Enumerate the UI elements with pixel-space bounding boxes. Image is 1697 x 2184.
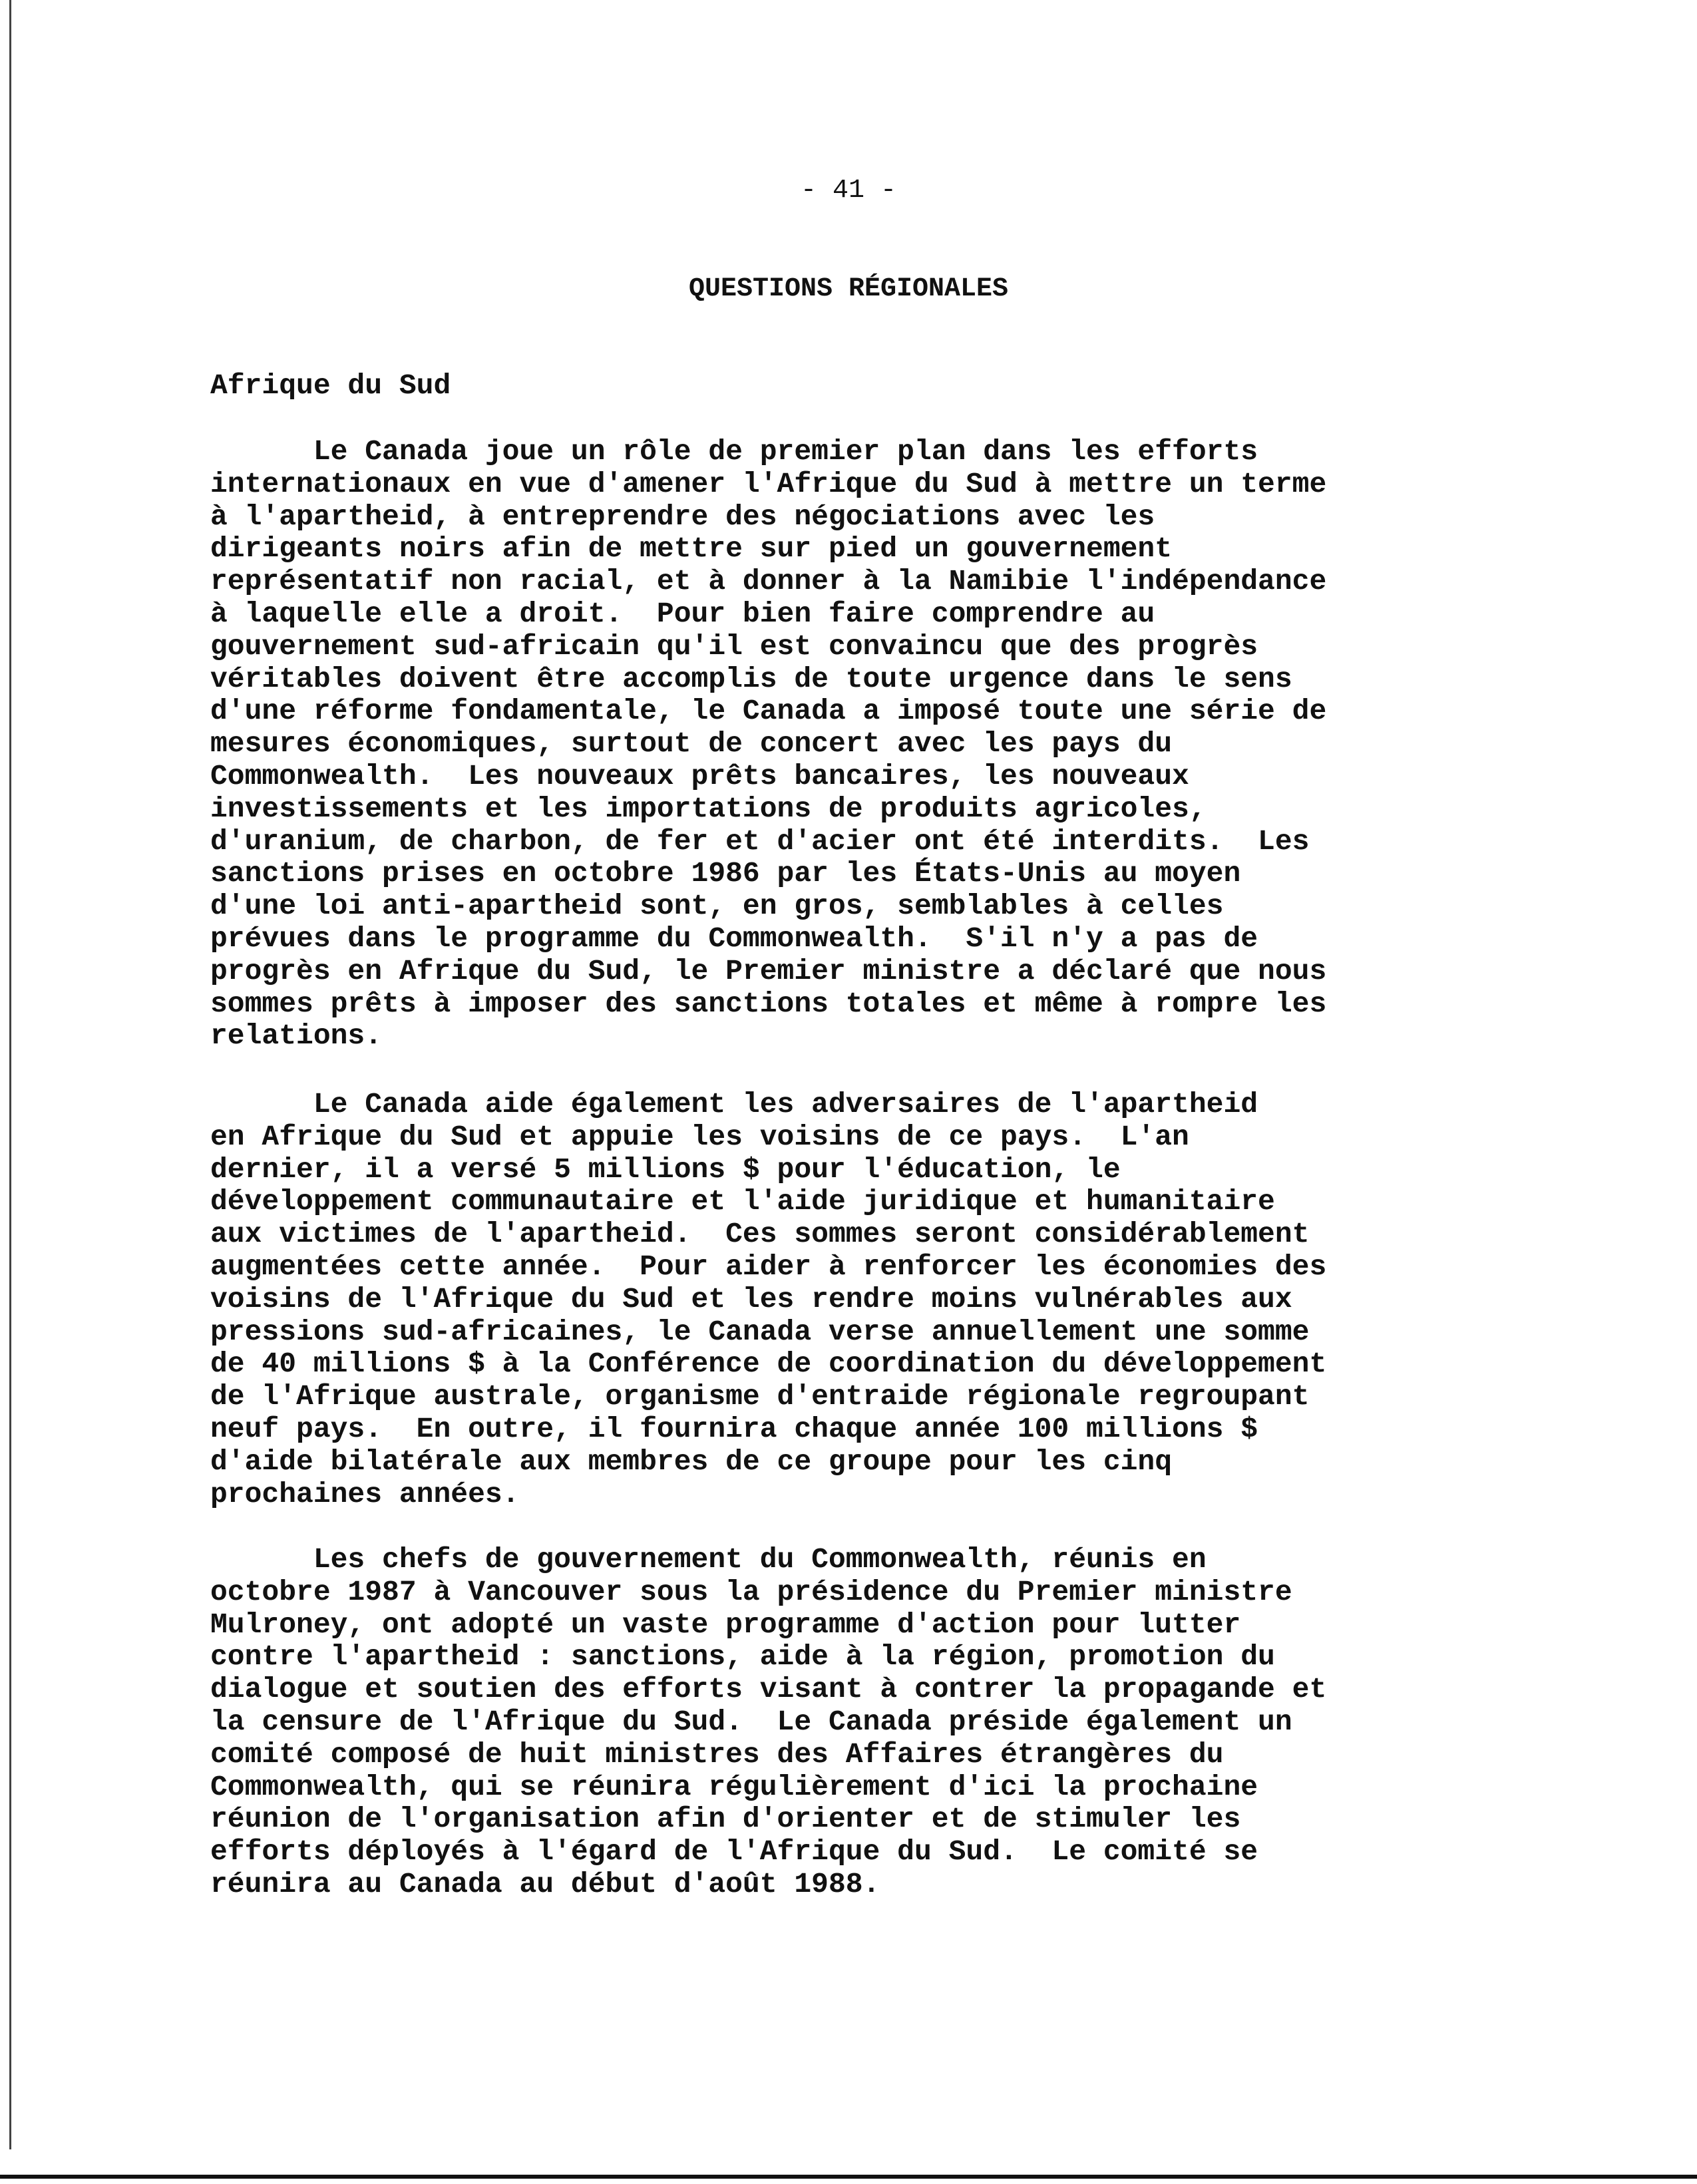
paragraph-line: augmentées cette année. Pour aider à renforcer les économies des	[210, 1250, 1327, 1283]
paragraph-line: neuf pays. En outre, il fournira chaque année 100 millions $	[210, 1412, 1258, 1445]
page-number: - 41 -	[800, 176, 897, 206]
paragraph-line: véritables doivent être accomplis de toute urgence dans le sens	[210, 662, 1292, 695]
paragraph-line: prévues dans le programme du Commonwealth. S'il n'y a pas de	[210, 922, 1258, 955]
paragraph-line: octobre 1987 à Vancouver sous la présidence du Premier ministre	[210, 1575, 1292, 1608]
paragraph-line: de l'Afrique australe, organisme d'entraide régionale regroupant	[210, 1380, 1310, 1413]
paragraph-line: Le Canada joue un rôle de premier plan dans les efforts	[210, 435, 1258, 468]
paragraph-1	[210, 436, 1326, 1053]
paragraph-line: à laquelle elle a droit. Pour bien faire comprendre au	[210, 597, 1155, 630]
paragraph-line: pressions sud-africaines, le Canada verse annuellement une somme	[210, 1315, 1310, 1348]
paragraph-line: dialogue et soutien des efforts visant à contrer la propagande et	[210, 1673, 1327, 1706]
paragraph-line: comité composé de huit ministres des Affaires étrangères du	[210, 1737, 1224, 1771]
paragraph-line: progrès en Afrique du Sud, le Premier ministre a déclaré que nous	[210, 954, 1327, 988]
paragraph-line: de 40 millions $ à la Conférence de coordination du développement	[210, 1348, 1327, 1381]
paragraph-line: sommes prêts à imposer des sanctions totales et même à rompre les	[210, 987, 1327, 1020]
paragraph-line: Les chefs de gouvernement du Commonwealth, réunis en	[210, 1543, 1207, 1576]
paragraph-line: dirigeants noirs afin de mettre sur pied un gouvernement	[210, 532, 1173, 566]
left-margin-rule	[9, 0, 11, 2149]
paragraph-line: Commonwealth, qui se réunira régulièrement d'ici la prochaine	[210, 1770, 1258, 1803]
paragraph-line: investissements et les importations de produits agricoles,	[210, 792, 1207, 825]
bottom-rule	[0, 2175, 1697, 2179]
paragraph-line: la censure de l'Afrique du Sud. Le Canada préside également un	[210, 1705, 1292, 1738]
paragraph-line: aux victimes de l'apartheid. Ces sommes seront considérablement	[210, 1218, 1310, 1251]
paragraph-line: mesures économiques, surtout de concert avec les pays du	[210, 727, 1173, 761]
paragraph-line: internationaux en vue d'amener l'Afrique du Sud à mettre un terme	[210, 467, 1327, 500]
paragraph-line: réunion de l'organisation afin d'orienter et de stimuler les	[210, 1803, 1241, 1836]
paragraph-line: prochaines années.	[210, 1477, 520, 1511]
paragraph-line: Commonwealth. Les nouveaux prêts bancaires, les nouveaux	[210, 759, 1189, 793]
paragraph-line: à l'apartheid, à entreprendre des négociations avec les	[210, 500, 1155, 533]
paragraph-line: dernier, il a versé 5 millions $ pour l'éducation, le	[210, 1153, 1121, 1186]
page-heading: QUESTIONS RÉGIONALES	[688, 274, 1009, 304]
paragraph-line: développement communautaire et l'aide juridique et humanitaire	[210, 1185, 1275, 1218]
paragraph-line: réunira au Canada au début d'août 1988.	[210, 1867, 880, 1901]
paragraph-line: représentatif non racial, et à donner à la Namibie l'indépendance	[210, 565, 1327, 598]
paragraph-line: Mulroney, ont adopté un vaste programme d'action pour lutter	[210, 1608, 1241, 1641]
paragraph-line: gouvernement sud-africain qu'il est convaincu que des progrès	[210, 630, 1258, 663]
section-title: Afrique du Sud	[210, 369, 451, 402]
paragraph-line: d'une loi anti-apartheid sont, en gros, semblables à celles	[210, 890, 1224, 923]
paragraph-line: relations.	[210, 1019, 383, 1053]
paragraph-line: d'une réforme fondamentale, le Canada a imposé toute une série de	[210, 695, 1327, 728]
paragraph-line: voisins de l'Afrique du Sud et les rendre moins vulnérables aux	[210, 1282, 1292, 1316]
paragraph-line: d'aide bilatérale aux membres de ce groupe pour les cinq	[210, 1445, 1173, 1478]
paragraph-line: sanctions prises en octobre 1986 par les États-Unis au moyen	[210, 857, 1241, 890]
paragraph-line: efforts déployés à l'égard de l'Afrique du Sud. Le comité se	[210, 1835, 1258, 1869]
paragraph-line: Le Canada aide également les adversaires de l'apartheid	[210, 1088, 1258, 1121]
paragraph-line: contre l'apartheid : sanctions, aide à la région, promotion du	[210, 1640, 1275, 1674]
paragraph-line: en Afrique du Sud et appuie les voisins de ce pays. L'an	[210, 1120, 1189, 1153]
paragraph-line: d'uranium, de charbon, de fer et d'acier ont été interdits. Les	[210, 824, 1310, 858]
paragraph-2	[210, 1089, 1326, 1511]
paragraph-3	[210, 1544, 1326, 1901]
